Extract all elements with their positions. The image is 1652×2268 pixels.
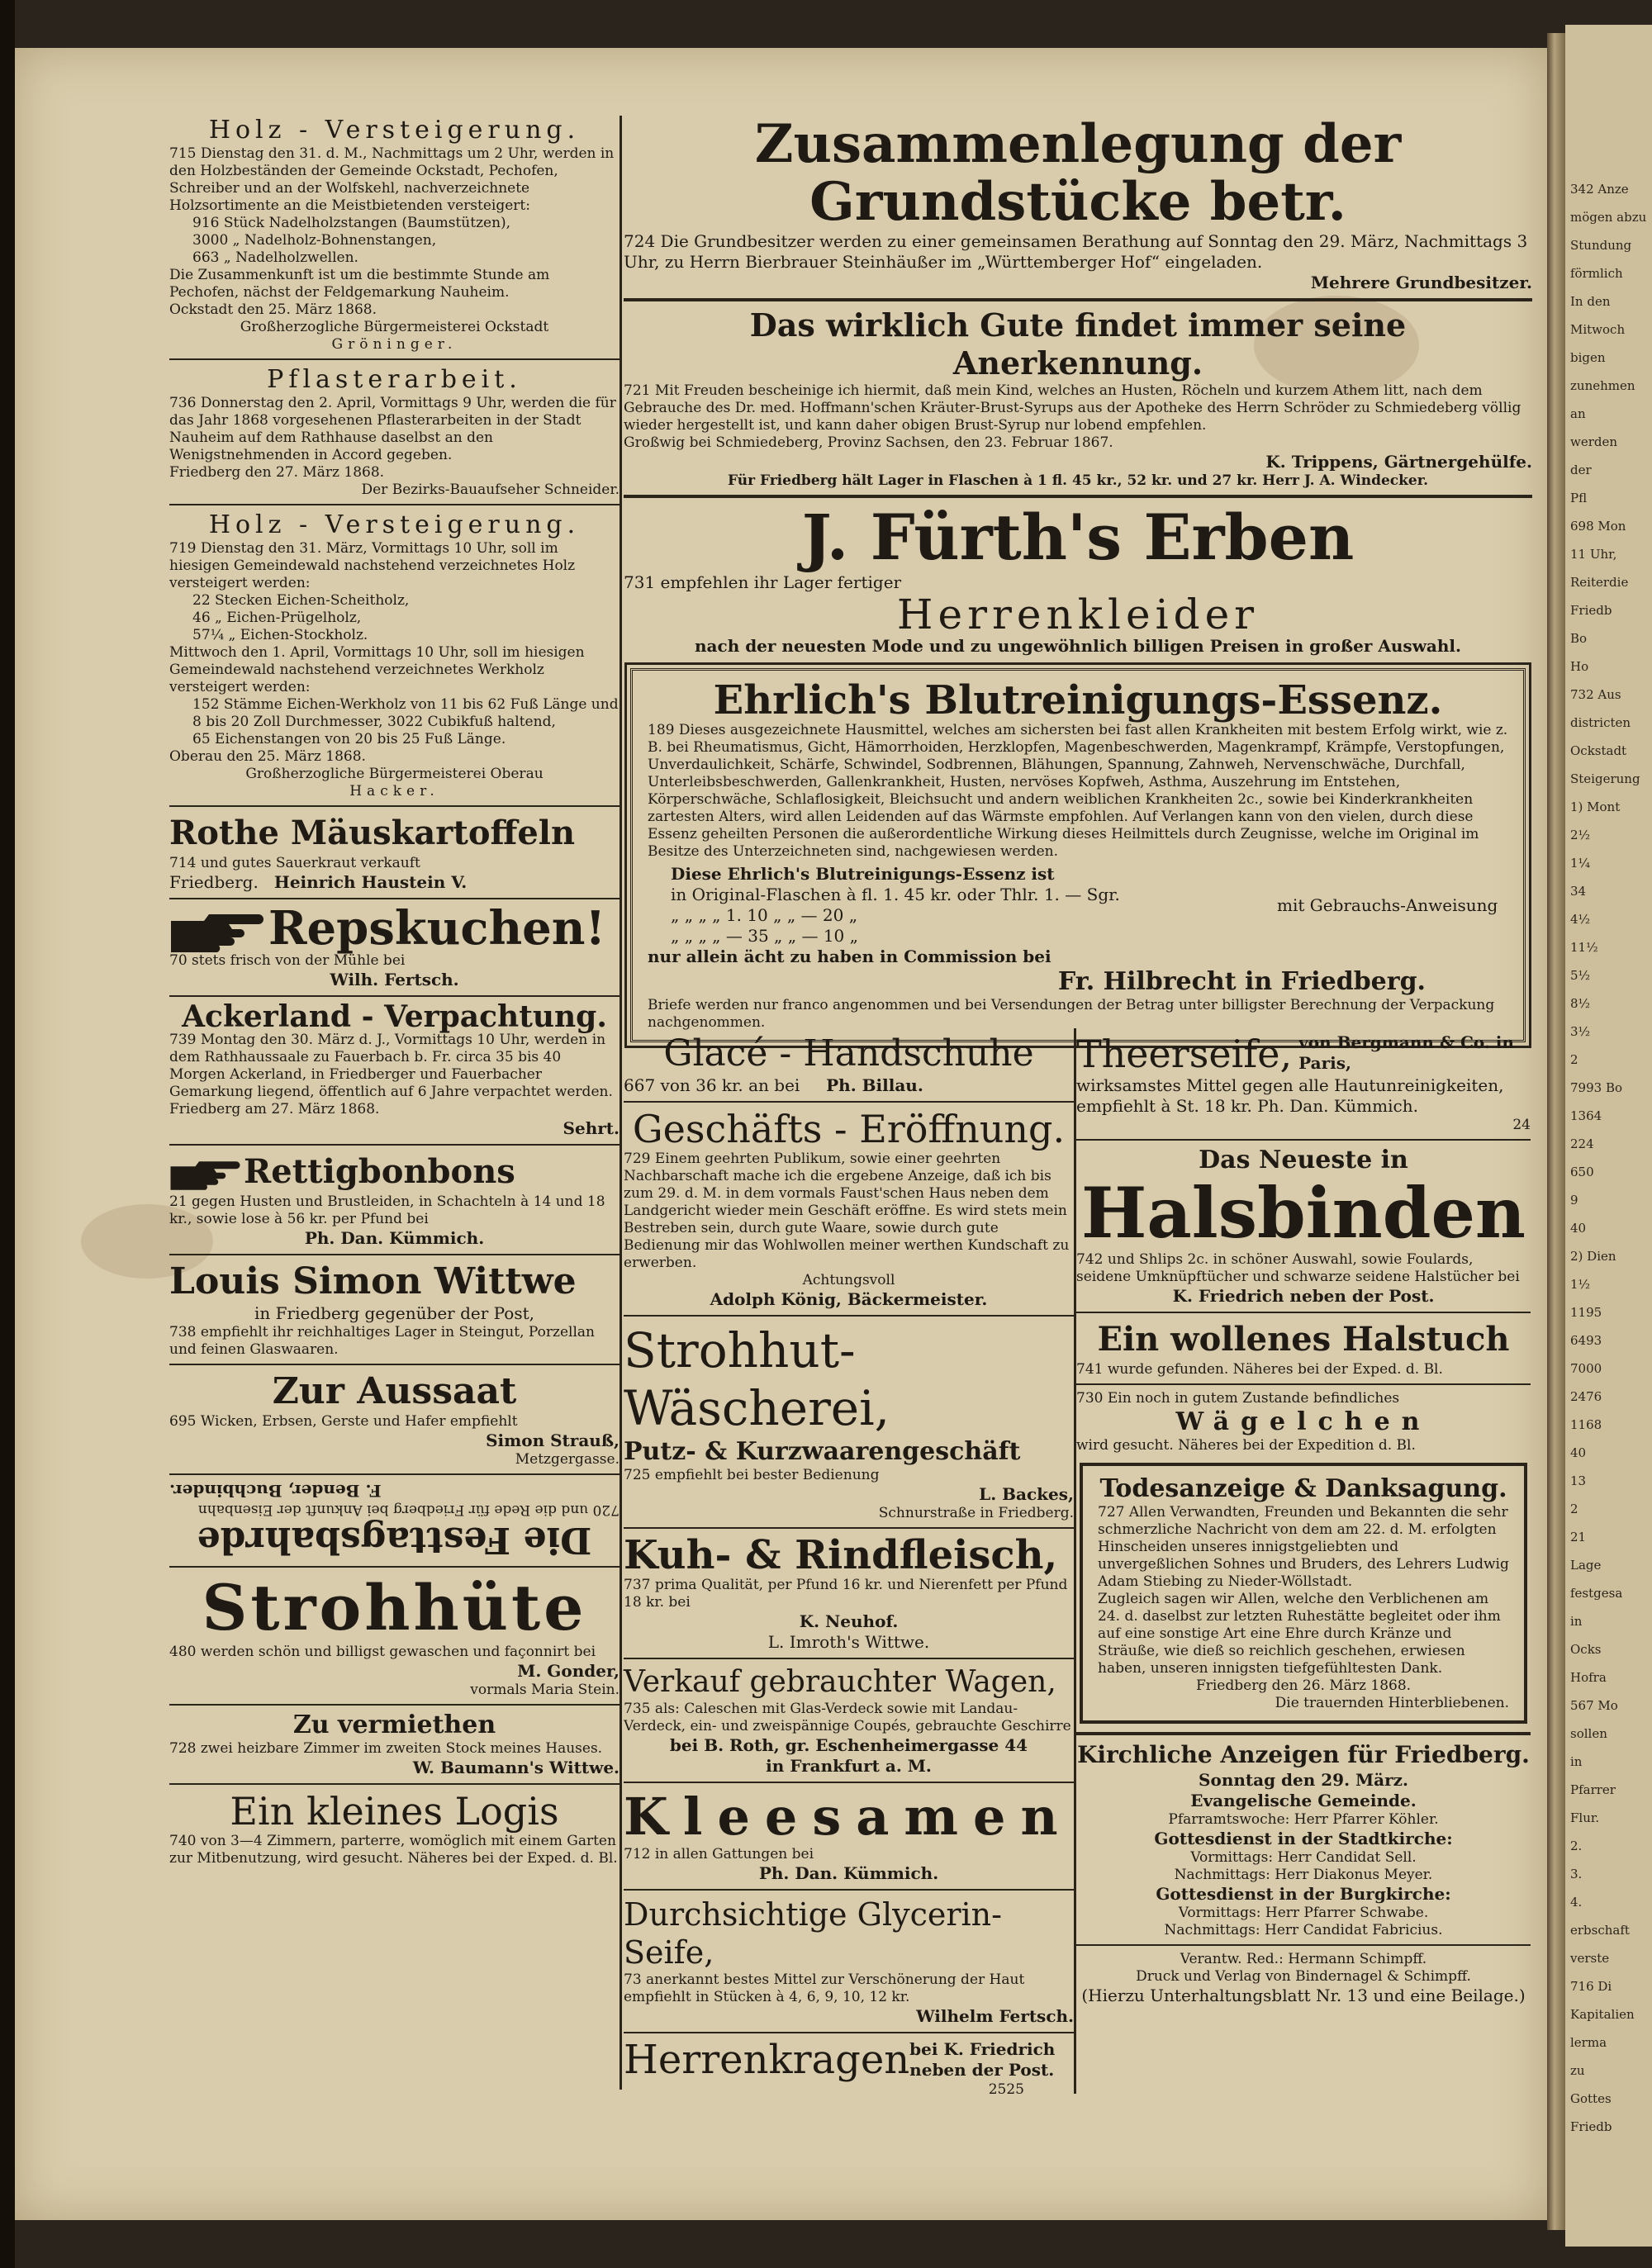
ad-body: 729 Einem geehrten Publikum, sowie einer geehrten Nachbarschaft mache ich die ergebene Anzeige, daß ich bis zum 29. d. M. in dem vormals Faust'schen Haus neben dem Landgericht wieder mein Geschäft eröffne. Es wird stets mein Bestreben sein, durch gute Waare, sowie durch gute Bedienung mir das Wohlwollen meiner werthen Kundschaft zu erwerben. xyxy=(624,1151,1070,1271)
ad-only: nur allein ächt zu haben in Commission bei xyxy=(648,947,1051,966)
imprint-line: Verantw. Red.: Hermann Schimpff. xyxy=(1180,1951,1427,1967)
ad-body: 480 werden schön und billigst gewaschen und façonnirt bei xyxy=(169,1644,596,1660)
ad-theerseife-title: Theerseife, xyxy=(1076,1032,1293,1076)
ad-todesanzeige-box xyxy=(1080,1463,1527,1724)
ad-anerkennung-title: Das wirklich Gute findet immer seine Anerkennung. xyxy=(749,306,1407,382)
next-page-text: mögen abzu xyxy=(1570,210,1647,225)
ad-sub: Putz- & Kurzwaarengeschäft xyxy=(624,1437,1021,1466)
church-line: Vormittags: Herr Candidat Sell. xyxy=(1190,1849,1417,1866)
next-page-text: Gottes xyxy=(1570,2091,1612,2106)
ad-kirchlich-title: Kirchliche Anzeigen für Friedberg. xyxy=(1077,1741,1530,1768)
next-page-text: Bo xyxy=(1570,631,1588,646)
ad-sub: Evangelische Gemeinde. xyxy=(1190,1791,1417,1810)
ad-body: 735 als: Caleschen mit Glas-Verdeck sowie mit Landau-Verdeck, ein- und zweispännige Coupés, gebrauchte Geschirre xyxy=(624,1701,1071,1734)
next-page-text: 698 Mon xyxy=(1570,519,1626,534)
next-page-text: Ho xyxy=(1570,659,1589,674)
next-page-text: werden xyxy=(1570,434,1618,449)
imprint-line: (Hierzu Unterhaltungsblatt Nr. 13 und eine Beilage.) xyxy=(1081,1986,1526,2005)
ad-festtag-title: Die Festtagsbahrde xyxy=(197,1519,592,1561)
ad-body: 728 zwei heizbare Zimmer im zweiten Stock meines Hauses. xyxy=(169,1740,603,1757)
next-page-text: Reiterdie xyxy=(1570,575,1629,590)
ad-body: 667 von 36 kr. an bei xyxy=(624,1075,800,1095)
next-page-text: 3½ xyxy=(1570,1024,1591,1039)
ad-halstuch-title: Ein wollenes Halstuch xyxy=(1097,1320,1510,1359)
ad-todesanzeige-title: Todesanzeige & Danksagung. xyxy=(1099,1474,1507,1503)
next-page-text: 4. xyxy=(1570,1895,1583,1910)
ad-vermiethen-title: Zu vermiethen xyxy=(292,1710,496,1739)
next-page-text: sollen xyxy=(1570,1726,1607,1741)
ad-name: W. Baumann's Wittwe. xyxy=(412,1758,620,1777)
next-page-text: Flur. xyxy=(1570,1810,1600,1825)
ad-name: bei B. Roth, gr. Eschenheimergasse 44 xyxy=(669,1735,1028,1755)
next-page-text: lerma xyxy=(1570,2035,1607,2050)
ad-signature: Die trauernden Hinterbliebenen. xyxy=(1275,1695,1509,1711)
ad-rindfleisch-title: Kuh- & Rindfleisch, xyxy=(624,1532,1058,1578)
ad-strohhuete-title: Strohhüte xyxy=(202,1571,587,1644)
next-page-text: 2476 xyxy=(1570,1389,1602,1404)
next-page-text: 2½ xyxy=(1570,828,1591,842)
ad-date: Großwig bei Schmiedeberg, Provinz Sachsen, den 23. Februar 1867. xyxy=(624,434,1113,451)
item-line: 916 Stück Nadelholzstangen (Baumstützen), xyxy=(192,215,511,231)
page-edge xyxy=(1547,33,1565,2230)
ad-body: 738 empfiehlt ihr reichhaltiges Lager in Steingut, Porzellan und feinen Glaswaaren. xyxy=(169,1324,595,1358)
ad-name: Heinrich Haustein V. xyxy=(273,872,468,892)
ad-ackerland-title: Ackerland - Verpachtung. xyxy=(182,999,607,1034)
upside-down-ad xyxy=(169,1480,620,1561)
ad-body: 730 Ein noch in gutem Zustande befindliches xyxy=(1076,1390,1400,1407)
next-page-text: Ockstadt xyxy=(1570,743,1627,758)
next-page-text: In den xyxy=(1570,294,1611,309)
next-page-text: 2) Dien xyxy=(1570,1249,1616,1264)
ad-body: Die Zusammenkunft ist um die bestimmte Stunde am Pechofen, nächst der Feldgemarkung Nauheim. xyxy=(169,267,550,301)
church-line: Nachmittags: Herr Diakonus Meyer. xyxy=(1174,1867,1433,1883)
next-page-text: 2. xyxy=(1570,1839,1583,1853)
ad-name: Adolph König, Bäckermeister. xyxy=(710,1289,988,1309)
ad-holz-versteigerung-2-title: Holz - Versteigerung. xyxy=(208,510,581,539)
item-line: 152 Stämme Eichen-Werkholz von 11 bis 62 Fuß Länge und 8 bis 20 Zoll Durchmesser, 3022 Cubikfuß haltend, xyxy=(192,696,619,730)
ad-body: 737 prima Qualität, per Pfund 16 kr. und Nierenfett per Pfund 18 kr. bei xyxy=(624,1577,1068,1611)
ad-number: 24 xyxy=(1512,1117,1531,1133)
ad-body: 714 und gutes Sauerkraut verkauft xyxy=(169,855,420,871)
next-page-text: 4½ xyxy=(1570,912,1591,927)
next-page-text: 567 Mo xyxy=(1570,1698,1618,1713)
ad-name: K. Neuhof. xyxy=(799,1611,899,1631)
ad-body: 731 empfehlen ihr Lager fertiger xyxy=(624,572,902,592)
ad-neueste-pre: Das Neueste in xyxy=(1199,1146,1408,1174)
ad-pflasterarbeit-title: Pflasterarbeit. xyxy=(267,365,522,394)
usage-note: mit Gebrauchs-Anweisung xyxy=(1277,894,1498,915)
price-line: Diese Ehrlich's Blutreinigungs-Essenz ist xyxy=(671,864,1055,884)
ad-body: 739 Montag den 30. März d. J., Vormittags 10 Uhr, werden in dem Rathhaussaale zu Fauerbach b. Fr. circa 35 bis 40 Morgen Ackerland, in Friedberger und Fauerbacher Gemarkung liegend, öffentlich auf 6 Jahre verpachtet werden. xyxy=(169,1032,613,1100)
ad-name: L. Backes, xyxy=(979,1484,1074,1504)
next-page-text: 650 xyxy=(1570,1165,1594,1179)
next-page-text: 40 xyxy=(1570,1445,1587,1460)
next-page-text: zunehmen xyxy=(1570,378,1635,393)
column-rule xyxy=(620,116,622,2090)
ad-name: K. Trippens, Gärtnergehülfe. xyxy=(1265,452,1532,472)
column-middle xyxy=(624,1032,1074,2099)
ad-sub: Sonntag den 29. März. xyxy=(1199,1770,1408,1790)
column-right xyxy=(1076,1032,1531,2006)
next-page-text: Friedb xyxy=(1570,603,1612,618)
ad-body: 73 anerkannt bestes Mittel zur Verschönerung der Haut empfiehlt in Stücken à 4, 6, 9, 10, 12 kr. xyxy=(624,1971,1025,2005)
ad-date: Friedberg am 27. März 1868. xyxy=(169,1101,380,1117)
ad-body: 712 in allen Gattungen bei xyxy=(624,1846,814,1862)
ad-name: Sehrt. xyxy=(563,1118,620,1138)
next-page-text: 732 Aus xyxy=(1570,687,1621,702)
ad-name: Wilhelm Fertsch. xyxy=(916,2006,1074,2026)
ad-name: M. Gonder, xyxy=(517,1661,620,1681)
next-page-text: erbschaft xyxy=(1570,1923,1630,1938)
ad-name: Wilh. Fertsch. xyxy=(330,970,459,989)
ad-sub: in Friedberg gegenüber der Post, xyxy=(254,1303,534,1323)
book-binding-left xyxy=(0,0,15,2268)
ad-body: 725 empfiehlt bei bester Bedienung xyxy=(624,1467,880,1483)
next-page-text: 342 Anze xyxy=(1570,182,1629,197)
next-page-text: Mitwoch xyxy=(1570,322,1626,337)
next-page-text: 1195 xyxy=(1570,1305,1602,1320)
next-page-text: in xyxy=(1570,1614,1583,1629)
church-line: Nachmittags: Herr Candidat Fabricius. xyxy=(1164,1922,1443,1938)
column-left xyxy=(169,116,620,1867)
ad-body: 189 Dieses ausgezeichnete Hausmittel, welches am sichersten bei fast allen Krankheiten mit bestem Erfolg wirkt, wie z. B. bei Rheumatismus, Gicht, Hämorrhoiden, Herzklopfen, Magenbeschwerden, Magenkrampf, Krämpfe, Verstopfungen, Unverdaulichkeit, Schärfe, Schwindel, Sodbrennen, Blähungen, Spannung, Zahnweh, Nervenschwäche, Durchfall, Unterleibsbeschwerden, Gallenkrankheit, Husten, nervöses Kopfweh, Asthma, Auszehrung im Entstehen, Körperschwäche, Schlaflosigkeit, Bleichsucht und andern weiblichen Krankheiten 2c., sowie bei Kinderkrankheiten zartesten Alters, wird allen Leidenden auf das Wärmste empfohlen. Auf Verlangen kann von den vielen, durch diese Essenz geheilten Personen die außerordentliche Wirkung dieses Heilmittels durch Zeugnisse, welche im Original im Besitze des Unterzeichneten sind, nachgewiesen werden. xyxy=(648,722,1508,860)
next-page-text: 34 xyxy=(1570,884,1587,899)
ad-body: 695 Wicken, Erbsen, Gerste und Hafer empfiehlt xyxy=(169,1413,518,1430)
item-line: 3000 „ Nadelholz-Bohnenstangen, xyxy=(192,232,437,249)
ad-from: von Bergmann & Co. in Paris, xyxy=(1298,1032,1514,1073)
ad-body: nach der neuesten Mode und zu ungewöhnlich billigen Preisen in großer Auswahl. xyxy=(695,636,1461,656)
next-page-text: an xyxy=(1570,406,1586,421)
ad-holz-versteigerung-title: Holz - Versteigerung. xyxy=(208,116,581,145)
church-line: Pfarramtswoche: Herr Pfarrer Köhler. xyxy=(1168,1811,1439,1828)
next-page-text: 21 xyxy=(1570,1530,1587,1544)
next-page-text: 1364 xyxy=(1570,1108,1602,1123)
next-page-text: districten xyxy=(1570,715,1631,730)
next-page-text: verste xyxy=(1570,1951,1610,1966)
column-wide xyxy=(624,113,1532,1054)
next-page-text: Friedb xyxy=(1570,2119,1612,2134)
next-page-text: 6493 xyxy=(1570,1333,1602,1348)
ad-herrenkleider: Herrenkleider xyxy=(896,591,1260,638)
ad-role: vormals Maria Stein. xyxy=(470,1682,620,1698)
ad-signature: Großherzogliche Bürgermeisterei Ockstadt xyxy=(240,319,549,335)
next-page-text: 2 xyxy=(1570,1052,1578,1067)
ad-wagen-title: Verkauf gebrauchter Wagen, xyxy=(624,1665,1056,1699)
next-page-text: 1½ xyxy=(1570,1277,1591,1292)
ad-pre: Achtungsvoll xyxy=(802,1272,895,1288)
ad-name: F. Bender, Buchbinder. xyxy=(169,1481,382,1501)
next-page-text: Pfl xyxy=(1570,491,1588,505)
ad-date: Friedberg den 26. März 1868. xyxy=(1195,1677,1412,1694)
next-page-text: Lage xyxy=(1570,1558,1602,1573)
ad-body: 741 wurde gefunden. Näheres bei der Exped. d. Bl. xyxy=(1076,1361,1443,1378)
ad-eroeffnung-title: Geschäfts - Eröffnung. xyxy=(632,1107,1066,1151)
ad-body: 721 Mit Freuden bescheinige ich hiermit, daß mein Kind, welches an Husten, Röcheln und kurzem Athem litt, nach dem Gebrauche des Dr. med. Hoffmann'schen Kräuter-Brust-Syrups aus der Apotheke des Herrn Schröder zu Schmiedeberg völlig wieder hergestellt ist, und kann daher obigen Brust-Syrup nur lobend empfehlen. xyxy=(624,382,1521,434)
next-page-text: 40 xyxy=(1570,1221,1587,1236)
next-page-text: Hofra xyxy=(1570,1670,1607,1685)
next-page-text: festgesa xyxy=(1570,1586,1623,1601)
ad-signature: Großherzogliche Bürgermeisterei Oberau xyxy=(245,766,544,782)
item-line: 65 Eichenstangen von 20 bis 25 Fuß Länge. xyxy=(192,731,506,747)
next-page-text: der xyxy=(1570,463,1592,477)
item-line: 46 „ Eichen-Prügelholz, xyxy=(192,610,362,626)
church-heading: Gottesdienst in der Burgkirche: xyxy=(1156,1884,1451,1904)
ad-signature: Mehrere Grundbesitzer. xyxy=(1310,273,1532,292)
ad-name: L. Imroth's Wittwe. xyxy=(767,1632,930,1652)
next-page-text: 716 Di xyxy=(1570,1979,1612,1994)
next-page-text: förmlich xyxy=(1570,266,1623,281)
ad-body: 719 Dienstag den 31. März, Vormittags 10 Uhr, soll im hiesigen Gemeindewald nachstehend verzeichnetes Holz versteigert werden: xyxy=(169,540,576,591)
next-page-text: 1168 xyxy=(1570,1417,1602,1432)
ad-body: wirksamstes Mittel gegen alle Hautunreinigkeiten, empfiehlt à St. 18 kr. Ph. Dan. Kümmich. xyxy=(1076,1075,1504,1116)
ad-body: 21 gegen Husten und Brustleiden, in Schachteln à 14 und 18 kr., sowie lose à 56 kr. per Pfund bei xyxy=(169,1193,605,1227)
ad-number: 2525 xyxy=(988,2081,1024,2098)
ad-body: 742 und Shlips 2c. in schöner Auswahl, sowie Foulards, seidene Umknüpftücher und schwarze seidene Halstücher bei xyxy=(1076,1251,1520,1285)
next-page-text: Steigerung xyxy=(1570,771,1640,786)
ad-name: Hacker. xyxy=(349,783,439,799)
price-line: in Original-Flaschen à fl. 1. 45 kr. oder Thlr. 1. — Sgr. xyxy=(671,885,1120,904)
ad-body: 724 Die Grundbesitzer werden zu einer gemeinsamen Berathung auf Sonntag den 29. März, Nachmittags 3 Uhr, zu Herrn Bierbrauer Steinhäußer im „Württemberger Hof“ eingeladen. xyxy=(624,231,1528,272)
next-page-text: 5½ xyxy=(1570,968,1591,983)
ad-logis-title: Ein kleines Logis xyxy=(230,1789,559,1834)
ad-body: 720 und die Rede für Friedberg bei Ankunft der Eisenbahn xyxy=(197,1502,620,1518)
ad-role: Schnurstraße in Friedberg. xyxy=(878,1505,1074,1521)
next-page-text: Ocks xyxy=(1570,1642,1602,1657)
ad-signature: Der Bezirks-Bauaufseher Schneider. xyxy=(361,482,620,498)
ad-kartoffeln-title: Rothe Mäuskartoffeln xyxy=(169,814,576,852)
ad-name: Simon Strauß, xyxy=(486,1431,620,1450)
price-line: „ „ „ „ 1. 10 „ „ — 20 „ xyxy=(671,905,858,925)
ad-waegelchen-title: Wägelchen xyxy=(1175,1407,1431,1436)
ad-blutreinigung-title: Ehrlich's Blutreinigungs-Essenz. xyxy=(713,677,1443,724)
next-page-text: 13 xyxy=(1570,1473,1587,1488)
ad-kleesamen-title: Kleesamen xyxy=(624,1786,1073,1847)
ad-handschuhe-title: Glacé - Handschuhe xyxy=(663,1032,1034,1075)
ad-name: Fr. Hilbrecht in Friedberg. xyxy=(1057,967,1426,996)
next-page-fragment xyxy=(1565,25,1652,2247)
ad-glycerin-title: Durchsichtige Glycerin-Seife, xyxy=(624,1896,1002,1971)
next-page-text: 9 xyxy=(1570,1193,1578,1208)
ad-blutreinigung-box xyxy=(630,668,1526,1042)
ad-body: 715 Dienstag den 31. d. M., Nachmittags um 2 Uhr, werden in den Holzbeständen der Gemeinde Ockstadt, Pechofen, Schreiber und an der Wolfskehl, nachverzeichnete Holzsortimente an die Meistbietenden versteigert: xyxy=(169,145,615,214)
ad-body: 727 Allen Verwandten, Freunden und Bekannten die sehr schmerzliche Nachricht von dem am 22. d. M. erfolgten Hinscheiden unseres innigstgeliebten und unvergeßlichen Sohnes und Bruders, des Lehrers Ludwig Adam Stiebing zu Nieder-Wöllstadt. xyxy=(1098,1504,1509,1590)
next-page-text: 2 xyxy=(1570,1502,1578,1516)
next-page-text: zu xyxy=(1570,2063,1585,2078)
ad-date: Friedberg den 27. März 1868. xyxy=(169,464,385,481)
ad-body: 736 Donnerstag den 2. April, Vormittags 9 Uhr, werden die für das Jahr 1868 vorgesehenen Pflasterarbeiten in der Stadt Nauheim auf dem Rathhause daselbst an den Wenigstnehmenden in Accord gegeben. xyxy=(169,395,616,463)
next-page-text: 11½ xyxy=(1570,940,1598,955)
ad-name: Gröninger. xyxy=(331,336,458,353)
ad-body: Zugleich sagen wir Allen, welche den Verblichenen am 24. d. daselbst zur letzten Ruhestätte begleitet oder ihm auf eine sonstige Art eine Ehre durch Kränze und Sträuße, wie dieß so reichlich geschehen, erwiesen haben, unseren innigsten tiefgefühltesten Dank. xyxy=(1098,1591,1501,1677)
ad-body: 740 von 3—4 Zimmern, parterre, womöglich mit einem Garten zur Mitbenutzung, wird gesucht. Näheres bei der Exped. d. Bl. xyxy=(169,1833,618,1867)
ad-louis-simon-title: Louis Simon Wittwe xyxy=(169,1260,577,1302)
ad-note: Für Friedberg hält Lager in Flaschen à 1 fl. 45 kr., 52 kr. und 27 kr. Herr J. A. Windecker. xyxy=(727,472,1429,489)
ad-place: in Frankfurt a. M. xyxy=(766,1756,932,1776)
ad-body: wird gesucht. Näheres bei der Expedition d. Bl. xyxy=(1076,1437,1416,1454)
ad-name: Ph. Dan. Kümmich. xyxy=(304,1228,485,1248)
ad-name: Ph. Dan. Kümmich. xyxy=(758,1863,939,1883)
item-line: 663 „ Nadelholzwellen. xyxy=(192,249,358,266)
ad-body: Mittwoch den 1. April, Vormittags 10 Uhr, soll im hiesigen Gemeindewald nachstehend verzeichnetes Werkholz versteigert werden: xyxy=(169,644,585,695)
ad-repskuchen-title: Repskuchen! xyxy=(268,901,606,956)
next-page-text: bigen xyxy=(1570,350,1606,365)
ad-halsbinden-title: Halsbinden xyxy=(1081,1172,1526,1254)
next-page-text: Pfarrer xyxy=(1570,1782,1616,1797)
church-line: Vormittags: Herr Pfarrer Schwabe. xyxy=(1178,1905,1429,1921)
ad-note: Briefe werden nur franco angenommen und bei Versendungen der Betrag unter billigster Berechnung der Verpackung nachgenommen. xyxy=(648,997,1495,1031)
ad-zusammenlegung-title: Zusammenlegung der Grundstücke betr. xyxy=(754,113,1402,233)
ad-fuerth-title: J. Fürth's Erben xyxy=(801,501,1355,574)
price-line: „ „ „ „ — 35 „ „ — 10 „ xyxy=(671,926,859,946)
pointing-hand-icon xyxy=(169,1154,244,1190)
church-heading: Gottesdienst in der Stadtkirche: xyxy=(1154,1829,1453,1848)
ad-date: Oberau den 25. März 1868. xyxy=(169,748,366,765)
next-page-text: 11 Uhr, xyxy=(1570,547,1617,562)
item-line: 57¼ „ Eichen-Stockholz. xyxy=(192,627,368,643)
ad-rettigbonbons-title: Rettigbonbons xyxy=(244,1152,515,1191)
imprint-line: Druck und Verlag von Bindernagel & Schimpff. xyxy=(1136,1968,1471,1985)
next-page-text: Kapitalien xyxy=(1570,2007,1635,2022)
next-page-text: 224 xyxy=(1570,1136,1594,1151)
ad-body: 70 stets frisch von der Mühle bei xyxy=(169,952,406,969)
item-line: 22 Stecken Eichen-Scheitholz, xyxy=(192,592,410,609)
next-page-text: 1¼ xyxy=(1570,856,1591,871)
next-page-text: Stundung xyxy=(1570,238,1632,253)
ad-herrenkragen-title: Herrenkragen xyxy=(624,2037,910,2083)
next-page-text: in xyxy=(1570,1754,1583,1769)
ad-aussaat-title: Zur Aussaat xyxy=(272,1370,517,1412)
ad-place: Friedberg. xyxy=(169,872,259,892)
ad-strohhut-waescherei-title: Strohhut-Wäscherei, xyxy=(624,1322,890,1436)
next-page-text: 1) Mont xyxy=(1570,799,1621,814)
next-page-text: 7993 Bo xyxy=(1570,1080,1622,1095)
ad-name: bei K. Friedrich neben der Post. xyxy=(909,2039,1056,2080)
ad-name: K. Friedrich neben der Post. xyxy=(1172,1286,1435,1306)
next-page-text: 7000 xyxy=(1570,1361,1602,1376)
ad-date: Ockstadt den 25. März 1868. xyxy=(169,301,377,318)
ad-name: Ph. Billau. xyxy=(826,1075,923,1095)
ad-role: Metzgergasse. xyxy=(515,1451,620,1468)
next-page-text: 8½ xyxy=(1570,996,1591,1011)
pointing-hand-icon xyxy=(169,904,268,952)
next-page-text: 3. xyxy=(1570,1867,1583,1881)
